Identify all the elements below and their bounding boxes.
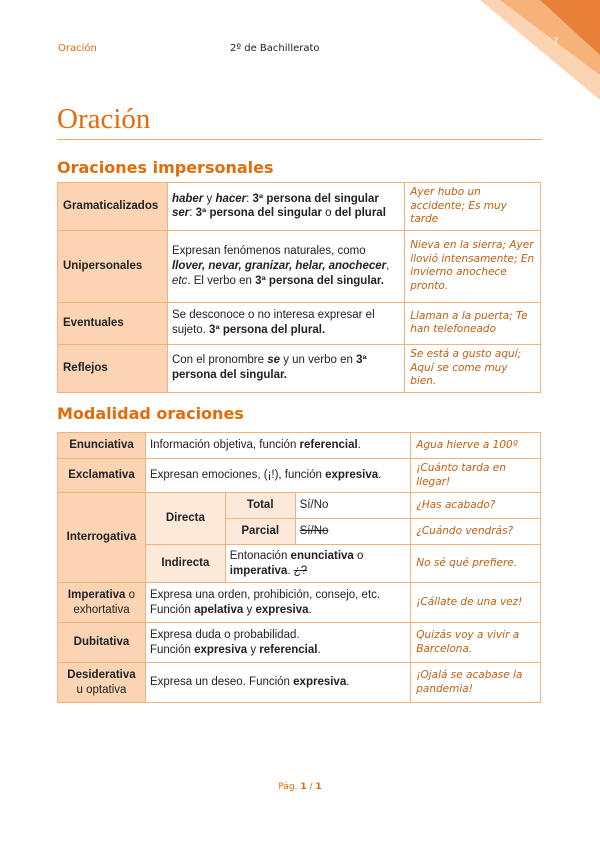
text-run: y bbox=[243, 603, 256, 616]
text-run: . bbox=[357, 439, 361, 452]
text-run: apelativa bbox=[194, 603, 244, 616]
text-run: haber bbox=[171, 192, 204, 205]
modalidad-table bbox=[57, 432, 541, 703]
parcial-example: ¿Cuándo vendrás? bbox=[411, 519, 541, 545]
table-row bbox=[58, 344, 541, 392]
text-run: enunciativa bbox=[290, 549, 354, 562]
text-run: o bbox=[321, 207, 335, 220]
text-run: expresiva bbox=[255, 603, 309, 616]
desiderativa-label-bold: Desiderativa bbox=[67, 668, 136, 681]
total-example: ¿Has acabado? bbox=[411, 493, 541, 519]
text-run: 3ª persona del singular. bbox=[171, 354, 367, 382]
section-heading-modalidad: Modalidad oraciones bbox=[57, 404, 244, 423]
text-run: Expresa un deseo. Función bbox=[149, 676, 294, 689]
text-run: 3ª persona del plural. bbox=[209, 324, 326, 337]
enunciativa-label: Enunciativa bbox=[58, 433, 146, 459]
text-run: . bbox=[317, 643, 321, 656]
table-row bbox=[58, 459, 541, 493]
text-run: o bbox=[353, 549, 364, 562]
interrogativa-label: Interrogativa bbox=[58, 493, 146, 583]
text-run: . bbox=[308, 603, 312, 616]
row-example: Ayer hubo un accidente; Es muy tarde bbox=[405, 183, 541, 231]
text-run: Función bbox=[149, 603, 195, 616]
text-run: se bbox=[267, 354, 281, 367]
indirecta-example: No sé qué prefiere. bbox=[411, 545, 541, 583]
text-run: ¿? bbox=[293, 564, 308, 577]
total-value: Sí/No bbox=[295, 493, 411, 519]
desiderativa-label bbox=[58, 663, 146, 703]
text-run: y un verbo en bbox=[280, 354, 357, 367]
footer-total-pages: 1 bbox=[315, 782, 322, 792]
impersonales-table bbox=[57, 182, 541, 393]
desiderativa-example: ¡Ojalá se acabase la pandemia! bbox=[411, 663, 541, 703]
desiderativa-description bbox=[145, 663, 410, 703]
imperativa-label-rest: o exhortativa bbox=[73, 588, 136, 616]
text-run: . bbox=[346, 676, 350, 689]
text-run: expresiva bbox=[293, 676, 347, 689]
text-run: del plural bbox=[334, 207, 386, 220]
exclamativa-description bbox=[145, 459, 410, 493]
footer-separator: / bbox=[306, 782, 316, 792]
text-run: Expresan emociones, (¡!), función bbox=[149, 469, 326, 482]
corner-decoration bbox=[480, 0, 600, 100]
text-run: expresiva bbox=[325, 469, 379, 482]
text-run: Se desconoce o no interesa expresar el sujeto. bbox=[171, 309, 375, 337]
header-left: Oración bbox=[58, 43, 97, 54]
dubitativa-description bbox=[145, 623, 410, 663]
text-run: Función bbox=[149, 643, 195, 656]
text-run: ser bbox=[171, 207, 190, 220]
text-run: . El verbo en bbox=[187, 274, 256, 287]
text-run: Información objetiva, función bbox=[149, 439, 300, 452]
header-center: 2º de Bachillerato bbox=[230, 43, 320, 54]
page-title: Oración bbox=[57, 103, 151, 135]
table-row bbox=[58, 302, 541, 344]
desiderativa-label-rest: u optativa bbox=[76, 683, 127, 696]
text-run: : bbox=[246, 192, 253, 205]
title-rule bbox=[57, 139, 542, 140]
row-label: Unipersonales bbox=[58, 230, 168, 302]
footer-current-page: 1 bbox=[300, 782, 307, 792]
text-run: y bbox=[203, 192, 216, 205]
text-run: 3ª persona del singular bbox=[195, 207, 322, 220]
table-row bbox=[58, 623, 541, 663]
text-run: referencial bbox=[299, 439, 358, 452]
page-number-badge: 7 bbox=[553, 37, 559, 47]
directa-label: Directa bbox=[145, 493, 225, 545]
row-label: Reflejos bbox=[58, 344, 168, 392]
table-row bbox=[58, 183, 541, 231]
row-example: Se está a gusto aquí; Aquí se come muy bien. bbox=[405, 344, 541, 392]
text-run: 3ª persona del singular. bbox=[255, 274, 384, 287]
table-row bbox=[58, 433, 541, 459]
total-label: Total bbox=[225, 493, 295, 519]
text-run: . bbox=[287, 564, 294, 577]
text-run: etc bbox=[171, 274, 188, 287]
parcial-label: Parcial bbox=[225, 519, 295, 545]
text-run: : bbox=[189, 207, 196, 220]
text-run: , bbox=[386, 259, 390, 272]
row-description bbox=[167, 183, 404, 231]
text-run: llover, nevar, granizar, helar, anochecer bbox=[171, 259, 387, 272]
text-run: Expresan fenómenos naturales, como bbox=[171, 245, 366, 258]
imperativa-label bbox=[58, 583, 146, 623]
exclamativa-label: Exclamativa bbox=[58, 459, 146, 493]
section-heading-impersonales: Oraciones impersonales bbox=[57, 158, 274, 177]
exclamativa-example: ¡Cuánto tarda en llegar! bbox=[411, 459, 541, 493]
text-run: Expresa duda o probabilidad. bbox=[149, 628, 300, 641]
text-run: y bbox=[247, 643, 260, 656]
row-example: Nieva en la sierra; Ayer llovió intensamente; En invierno anochece pronto. bbox=[405, 230, 541, 302]
table-row bbox=[58, 663, 541, 703]
dubitativa-example: Quizás voy a vivir a Barcelona. bbox=[411, 623, 541, 663]
imperativa-description bbox=[145, 583, 410, 623]
row-description bbox=[167, 344, 404, 392]
text-run: Entonación bbox=[229, 549, 291, 562]
text-run: expresiva bbox=[194, 643, 248, 656]
table-row bbox=[58, 230, 541, 302]
imperativa-example: ¡Cállate de una vez! bbox=[411, 583, 541, 623]
text-run: Con el pronombre bbox=[171, 354, 268, 367]
text-run: Expresa una orden, prohibición, consejo, etc. bbox=[149, 588, 381, 601]
enunciativa-description bbox=[145, 433, 410, 459]
footer-prefix: Pág. bbox=[278, 782, 301, 792]
table-row bbox=[58, 583, 541, 623]
row-description bbox=[167, 302, 404, 344]
text-run: imperativa bbox=[229, 564, 288, 577]
parcial-value: Sí/No bbox=[295, 519, 411, 545]
row-description bbox=[167, 230, 404, 302]
row-label: Eventuales bbox=[58, 302, 168, 344]
text-run: . bbox=[378, 469, 382, 482]
page-footer bbox=[0, 782, 600, 792]
enunciativa-example: Agua hierve a 100º bbox=[411, 433, 541, 459]
table-row bbox=[58, 493, 541, 519]
text-run: 3ª persona del singular bbox=[252, 192, 379, 205]
row-label: Gramaticalizados bbox=[58, 183, 168, 231]
imperativa-label-bold: Imperativa bbox=[67, 588, 126, 601]
text-run: hacer bbox=[215, 192, 247, 205]
indirecta-description bbox=[225, 545, 410, 583]
row-example: Llaman a la puerta; Te han telefoneado bbox=[405, 302, 541, 344]
indirecta-label: Indirecta bbox=[145, 545, 225, 583]
dubitativa-label: Dubitativa bbox=[58, 623, 146, 663]
text-run: referencial bbox=[259, 643, 318, 656]
